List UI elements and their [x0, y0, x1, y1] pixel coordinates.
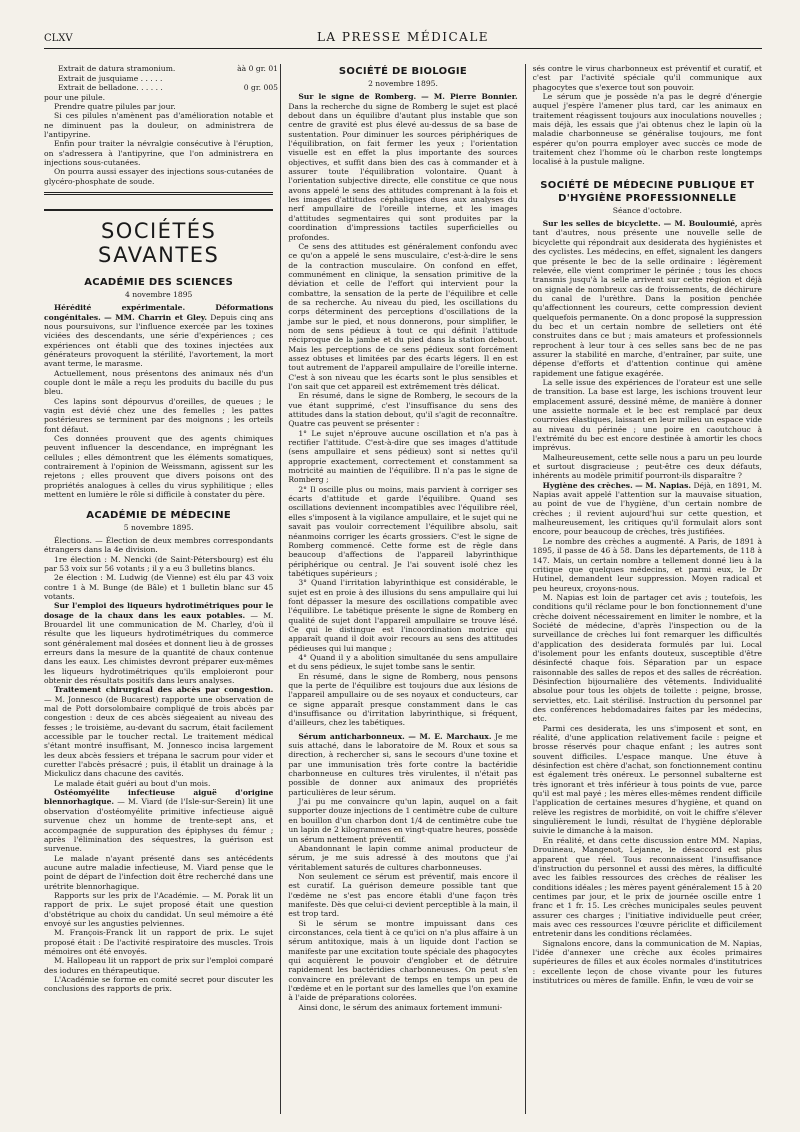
column-2	[281, 64, 524, 1114]
prescription-line: Extrait de datura stramonium. àà 0 gr. 01	[58, 64, 278, 73]
session-date: Séance d'octobre.	[612, 205, 682, 215]
society-heading: SOCIÉTÉ DE MÉDECINE PUBLIQUE ET D'HYGIÈNE PROFESSIONNELLE	[540, 179, 755, 204]
society-heading: ACADÉMIE DES SCIENCES	[84, 276, 234, 288]
paragraph: M. Napias est loin de partager cet avis ; toutefois, les conditions qu'il réclame pour le bon fonctionnement d'une crèche doivent nécessairement en limiter le nombre, et la Société de médecine, d'après l'inspection ou de la surveillance de crèches lui font remarquer les difficultés d'application des desiderata formulés par lui. Local d'isolement pour les enfants douteux, susceptible d'être désinfecté chaque fois. Séparation par un espace raisonnable des salles de repos et des salles de récréation. Désinfection bijournalière des vêtements. Individualité absolue pour tous les objets de toilette : peigne, brosse, serviettes, etc. Lait stérilisé. Instruction du personnel par des conférences hebdomadaires faites par les médecins, etc.	[532, 592, 762, 724]
paragraph: 3° Quand l'irritation labyrinthique est considérable, le sujet est en proie à des illusions du sens ampullaire qui lui font dépasser la mesure des oscillations compatible avec l'équilibre. Le tabétique présente le signe de Romberg en qualité de sujet dont l'appareil ampullaire se trouve lésé. Ce qui le distingue est l'incoordination motrice qui apparaît quand il doit avoir recours au sens des attitudes pédieuses qui lui manque ;	[288, 578, 518, 653]
paragraph: On pourra aussi essayer des injections sous-cutanées de glycéro-phosphate de soude.	[44, 167, 274, 186]
paragraph: M. Hallopeau lit un rapport de prix sur l'emploi comparé des iodures en thérapeutique.	[44, 956, 274, 975]
article-author: — M. Napias.	[635, 480, 692, 490]
column-1	[44, 64, 280, 1114]
article-title: Ostéomyélite infectieuse aiguë d'origine blennorhagique.	[44, 788, 274, 807]
label: Rapports sur les prix de l'Académie.	[54, 890, 199, 900]
paragraph: Parmi ces desiderata, les uns s'imposent et sont, en réalité, d'une application relativement facile : peigne et brosse réservés pour chaque enfant ; les autres sont souvent difficiles. L'espace manque. Une étuve à désinfection est chère d'achat, son fonctionnement continu est également très onéreux. Le personnel subalterne est très ignorant et très inférieur à tous points de vue, parce qu'il est mal payé ; les mères elles-mêmes rendent difficile l'application de certaines mesures d'hygiène, et quand on relève les registres de morbidité, on voit le chiffre s'élever singulièrement le lundi, résultat de l'hygiène déplorable suivie le dimanche à la maison.	[532, 723, 762, 836]
paragraph: L'Académie se forme en comité secret pour discuter les conclusions des rapports de prix.	[44, 975, 274, 994]
prescription-line: Extrait de jusquiame . . . . .	[58, 73, 163, 83]
paragraph: J'ai pu me convaincre qu'un lapin, auquel on a fait supporter douze injections de 1 centimètre cube de culture en bouillon d'un charbon dont 1/4 de centimètre cube tue un lapin de 2 kilogrammes en vingt-quatre heures, possède un sérum nettement préventif.	[288, 797, 518, 844]
journal-title: LA PRESSE MÉDICALE	[316, 30, 490, 44]
article-title: Sérum anticharbonneux.	[298, 731, 405, 741]
paragraph: 4° Quand il y a abolition simultanée du sens ampullaire et du sens pédieux, le sujet tombe sans le sentir.	[288, 652, 518, 672]
society-heading: ACADÉMIE DE MÉDECINE	[86, 509, 232, 521]
article-paragraph: Sur les selles de bicyclette. — M. Bouloumié, après tant d'autres, nous présente une nouvelle selle de bicyclette qui répondrait aux desiderata des hygiénistes et des cyclistes. Les médecins, en effet, signalent les dangers que présente le bec de la selle ordinaire : légèrement relevée, elle vient comprimer le périnée ; tous les chocs transmis jusqu'à la selle arrivent sur cette région et déjà on signale de nombreux cas de froissements, de déchirure du canal de l'urèthre. Dans la position penchée qu'affectionnent les coureurs, cette compression devient quelquefois permanente. On a donc proposé la suppression du bec et un certain nombre de selletiers ont été construites dans ce but ; mais amateurs et professionnels reprochent à leur tour à ces selles sans bec de ne pas assurer la stabilité en marche, d'entraîner, par suite, une dépense d'efforts et d'attention continue qui amène rapidement une fatigue exagérée.	[532, 219, 762, 378]
article-paragraph: Rapports sur les prix de l'Académie. — M. Porak lit un rapport de prix. Le sujet proposé était une question d'obstétrique au choix du candidat. Un seul mémoire a été envoyé sur les angusties pelviennes.	[44, 890, 274, 928]
article-paragraph: Sur l'emploi des liqueurs hydrotimétriques pour le dosage de la chaux dans les eaux potables. — M. Brouardel lit une communication de M. Charley, d'où il résulte que les liqueurs hydrotimétriques du commerce sont généralement mal dosées et donnent lieu à de grosses erreurs dans la mesure de la quantité de chaux contenue dans les eaux. Les chimistes devront préparer eux-mêmes les liqueurs hydrotimétriques qu'ils emploieront pour obtenir des résultats positifs dans leurs analyses.	[44, 601, 274, 685]
society-heading: SOCIÉTÉ DE BIOLOGIE	[338, 66, 468, 77]
paragraph: 2° Il oscille plus ou moins, mais parvient à corriger ses écarts d'attitude et garde l'équilibre. Quand ses oscillations deviennent incompatibles avec l'équilibre réel, elles s'imposent à la vigilance ampullaire, et le sujet qui ne savait pas vouloir correctement l'équilibre absolu, sait néanmoins corriger les écarts grossiers. C'est le signe de Romberg commencé. Cette forme est de règle dans beaucoup d'affections de l'appareil labyrinthique périphérique ou central. Je l'ai souvent isolé chez les tabétiques supérieurs ;	[288, 484, 518, 578]
session-date: 4 novembre 1895	[124, 289, 193, 299]
article-paragraph: Sérum anticharbonneux. — M. E. Marchaux. Je me suis attaché, dans le laboratoire de M. Roux et sous sa direction, à rechercher si, sans le secours d'une toxine et par une immunisation très forte contre la bactéridie charbonneuse en cultures très virulentes, il n'était pas possible de donner aux animaux des propriétés particulières de leur sérum.	[288, 731, 518, 797]
paragraph: 2e élection : M. Ludwig (de Vienne) est élu par 43 voix contre 1 à M. Bunge (de Bâle) et 1 bulletin blanc sur 45 votants.	[44, 573, 274, 601]
paragraph: Ces données prouvent que des agents chimiques peuvent influencer la descendance, en imprégnant les cellules ; elles démontrent que les éléments somatiques, contrairement à l'opinion de Weissmann, agissent sur les rejetons ; elles prouvent que divers poisons ont des propriétés analogues à celles du virus syphilitique ; elles mettent en lumière le rôle si difficile à constater du père.	[44, 434, 274, 500]
article-paragraph: Traitement chirurgical des abcès par congestion. — M. Jonnesco (de Bucarest) rapporte une observation de mal de Pott dorsolombaire compliqué de trois abcès par congestion : deux de ces abcès siégeaient au niveau des fesses ; le troisième, au-devant du sacrum, était facilement accessible par le toucher rectal. Le traitement médical s'étant montré insuffisant, M. Jonnesco incisa largement les deux abcès fessiers et trépana le sacrum pour vider et curetter l'abcès présacré ; puis, il établit un drainage à la Mickulicz dans chacune des cavités.	[44, 685, 274, 779]
paragraph: En résumé, dans le signe de Romberg, le secours de la vue étant supprimé, c'est l'insuffisance du sens des attitudes dans la station debout, qu'il s'agit de reconnaître. Quatre cas peuvent se présenter :	[288, 391, 518, 429]
paragraph: sés contre le virus charbonneux est préventif et curatif, et c'est par l'activité spéciale qu'il communique aux phagocytes que s'exerce tout son pouvoir.	[532, 64, 762, 92]
paragraph: 1re élection : M. Nencki (de Saint-Pétersbourg) est élu par 53 voix sur 56 votants ; il y a eu 3 bulletins blancs.	[44, 554, 274, 573]
paragraph: M. François-Franck lit un rapport de prix. Le sujet proposé était : De l'activité respiratoire des muscles. Trois mémoires ont été envoyés.	[44, 928, 274, 956]
paragraph: Ces lapins sont dépourvus d'oreilles, de queues ; le vagin est dévié chez une des femelles ; les pattes postérieures se terminent par des moignons ; les orteils font défaut.	[44, 396, 274, 434]
article-paragraph: Ostéomyélite infectieuse aiguë d'origine blennorhagique. — M. Viard (de l'Isle-sur-Serein) lit une observation d'ostéomyélite primitive infectieuse aiguë survenue chez un homme de trente-sept ans, et accompagnée de suppuration des épiphyses du fémur ; après l'élimination des séquestres, la guérison est survenue.	[44, 788, 274, 854]
paragraph: En réalité, et dans cette discussion entre MM. Napias, Drouineau, Mangenot, Lejanne, le désaccord est plus apparent que réel. Tous reconnaissent l'insuffisance d'instruction du personnel et aussi des mères, la difficulté avec les faibles ressources des crèches de réaliser les conditions idéales ; les mères payent généralement 15 à 20 centimes par jour, et le prix de journée oscille entre 1 franc et 1 fr. 15. Les crèches municipales seules peuvent assurer ces charges ; l'initiative individuelle peut créer, mais avec ces ressources l'œuvre périclite et difficilement entretenir dans les conditions réclamées.	[532, 835, 762, 939]
paragraph: Si le sérum se montre impuissant dans ces circonstances, cela tient à ce qu'ici on n'a plus affaire à un sérum antitoxique, mais à un liquide dont l'action se manifeste par une excitation toute spéciale des phagocytes qui acquièrent le pouvoir d'englober et de détruire rapidement les bactéridies charbonneuses. On peut s'en convaincre en prélevant de temps en temps un peu de l'œdème et en le portant sur des lamelles que l'on examine à l'aide de préparations colorées.	[288, 918, 518, 1003]
article-author: — M. Bouloumié,	[663, 219, 738, 229]
paragraph: Ce sens des attitudes est généralement confondu avec ce qu'on a appelé le sens musculaire, c'est-à-dire le sens de la contraction musculaire. On confond en effet, communément en clinique, la sensation primitive de la déviation et celle de l'effort qui intervient pour la combattre, la sensation de la perte de l'équilibre et celle de sa recherche. Au niveau du pied, les oscillations du corps déterminent des perceptions d'oscillations de la jambe sur le pied, et nous donnerons, pour simplifier, le nom de sens pédieux à tout ce qui définit l'attitude réciproque de la jambe et du pied dans la station debout. Mais les perceptions de ce sens pédieux sont forcément assez obtuses et limitées par des écarts légers. Il en est tout autrement de l'appareil ampullaire de l'oreille interne. C'est à son niveau que les écarts sont le plus sensibles et l'on sait que cet appareil est extrêmement très délicat.	[288, 241, 518, 391]
paragraph: pour une pilule.	[44, 92, 106, 102]
columns	[44, 64, 762, 1114]
column-3	[526, 64, 762, 1114]
article-title: Sur le signe de Romberg.	[298, 92, 417, 102]
article-paragraph: Élections. — Élection de deux membres correspondants étrangers dans la 4e division.	[44, 535, 274, 555]
article-title: Hérédité expérimentale. Déformations congénitales.	[44, 303, 274, 322]
article-author: — M. E. Marchaux.	[408, 731, 492, 741]
article-title: Sur les selles de bicyclette.	[542, 219, 661, 229]
paragraph: Abandonnant le lapin comme animal producteur de sérum, je me suis adressé à des moutons que j'ai véritablement saturés de cultures charbonneuses.	[288, 843, 518, 872]
paragraph: Le malade était guéri au bout d'un mois.	[54, 778, 211, 788]
paragraph: En résumé, dans le signe de Romberg, nous pensons que la perte de l'équilibre est toujours due aux lésions de l'appareil ampullaire ou de ses noyaux et conducteurs, car ce signe apparaît presque constamment dans le cas d'insuffisance ou d'irritation labyrinthique, si fréquent, d'ailleurs, chez les tabétiques.	[288, 671, 518, 728]
paragraph: Le nombre des crèches a augmenté. A Paris, de 1891 à 1895, il passe de 46 à 58. Dans les départements, de 118 à 147. Mais, un certain nombre a tellement donné lieu à la critique que quelques médecins, et parmi eux, le Dr Hutinel, demandent leur suppression. Moyen radical et peu heureux, croyons-nous.	[532, 536, 762, 593]
article-title: Hygiène des crèches.	[542, 480, 633, 490]
section-title: SOCIÉTÉS SAVANTES	[44, 209, 273, 267]
article-paragraph: Sur le signe de Romberg. — M. Pierre Bonnier. Dans la recherche du signe de Romberg le sujet est placé debout dans un équilibre d'autant plus instable que son centre de gravité est plus élevé au-dessus de sa base de sustentation. Pour diminuer les sources périphériques de l'équilibration, on fait fermer les yeux ; l'orientation visuelle est en effet la plus importante des sources objectives, et suffit dans bien des cas à commander et à assurer toute l'équilibration volontaire. Quant à l'orientation subjective directe, elle constitue ce que nous avons appelé le sens des attitudes comprenant à la fois et les images d'attitudes céphaliques dues aux analyses du nerf ampullaire de l'oreille interne, et les images d'attitudes segmentaires qui sont produites par la coordination d'impressions tactiles superficielles ou profondes.	[288, 92, 518, 242]
article-author: — MM. Charrin et Gley.	[104, 312, 207, 322]
article-paragraph: Hygiène des crèches. — M. Napias. Déjà, en 1891, M. Napias avait appelé l'attention sur la mauvaise situation, au point de vue de l'hygiène, d'un certain nombre de crèches ; il revient aujourd'hui sur cette question, et malheureusement, les critiques qu'il formulait alors sont encore, pour beaucoup de crèches, très justifiées.	[532, 480, 762, 537]
section-divider	[44, 192, 273, 195]
paragraph: 1° Le sujet n'éprouve aucune oscillation et n'a pas à rectifier l'attitude. C'est-à-dire que ses images d'attitude (sens ampullaire et sens pédieux) sont si nettes qu'il approprie exactement, correctement et constamment sa motricité au maintien de l'équilibre. Il n'a pas le signe de Romberg ;	[288, 428, 518, 485]
paragraph: Prendre quatre pilules par jour.	[54, 101, 176, 111]
article-title: Sur l'emploi des liqueurs hydrotimétriques pour le dosage de la chaux dans les eaux potables.	[44, 601, 274, 620]
prescription	[58, 64, 278, 93]
paragraph: Si ces pilules n'amènent pas d'amélioration notable et ne diminuent pas la douleur, on administrera de l'antipyrine.	[44, 111, 274, 139]
paragraph: Le sérum que je possède n'a pas le degré d'énergie auquel j'espère l'amener plus tard, car les animaux en traitement réagissent toujours aux inoculations nouvelles ; mais déjà, les essais que j'ai obtenus chez le lapin où la maladie charbonneuse se généralise toujours, me font espérer qu'on pourra employer avec succès ce mode de traitement chez l'homme où le charbon reste longtemps localisé à la pustule maligne.	[532, 92, 762, 167]
paragraph: Ainsi donc, le sérum des animaux fortement immuni-	[298, 1002, 503, 1012]
article-title: Traitement chirurgical des abcès par congestion.	[54, 685, 274, 695]
paragraph: La selle issue des expériences de l'orateur est une selle de transition. La base est large, les ischions trouvent leur emplacement assuré, dessiné même, de manière à donner une assiette normale et le bec est remplacé par deux courroies élastiques, laissant en leur milieu un espace vide au niveau du périnée ; une poire en caoutchouc à l'extrémité du bec est encore destinée à amortir les chocs imprévus.	[532, 377, 762, 453]
article-paragraph: Hérédité expérimentale. Déformations congénitales. — MM. Charrin et Gley. Depuis cinq ans nous poursuivons, sur l'influence exercée par les toxines viciées des descendants, une série d'expériences ; ces expériences ont établi que des toxines injectées aux générateurs provoquent la stérilité, l'avortement, la mort avant terme, le marasme.	[44, 303, 274, 369]
prescription-line: Extrait de belladone. . . . . . 0 gr. 005	[58, 83, 278, 92]
paragraph: Malheureusement, cette selle nous a paru un peu lourde et surtout disgracieuse ; peut-être ces deux défauts, inhérents au modèle primitif pourront-ils disparaître ?	[532, 452, 762, 481]
session-date: 2 novembre 1895.	[368, 79, 438, 88]
paragraph: Signalons encore, dans la communication de M. Napias, l'idée d'annexer une crèche aux écoles primaires supérieures de filles et aux écoles normales d'institutrices : excellente leçon de chose vivante pour les futures institutrices ou mères de famille. Enfin, le vœu de voir se	[532, 938, 762, 985]
paragraph: Non seulement ce sérum est préventif, mais encore il est curatif. La guérison demeure possible tant que l'œdème ne s'est pas encore établi d'une façon très manifeste. Dès que celui-ci devient perceptible à la main, il est trop tard.	[288, 871, 518, 919]
session-date: 5 novembre 1895.	[123, 522, 194, 532]
article-author: — M. Pierre Bonnier.	[421, 92, 518, 102]
paragraph: Le malade n'ayant présenté dans ses antécédents aucune autre maladie infectieuse, M. Viard pense que le point de départ de l'infection doit être recherché dans une urétrite blennorhagique.	[44, 853, 274, 891]
page-header	[44, 27, 762, 49]
paragraph: Actuellement, nous présentons des animaux nés d'un couple dont le mâle a reçu les produits du bacille du pus bleu.	[44, 368, 274, 397]
label: Élections.	[54, 535, 92, 545]
paragraph: Enfin pour traiter la névralgie consécutive à l'éruption, on s'adressera à l'antipyrine, que l'on administrera en injections sous-cutanées.	[44, 139, 274, 167]
page-number: CLXV	[44, 33, 73, 44]
